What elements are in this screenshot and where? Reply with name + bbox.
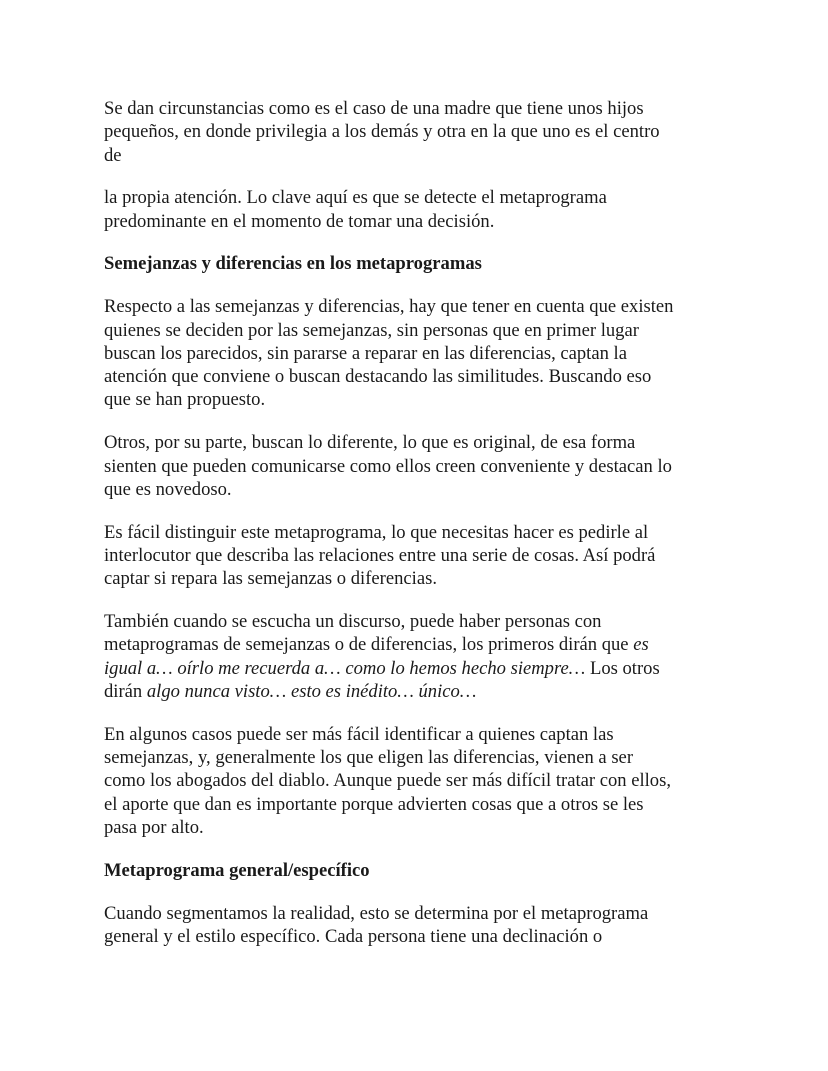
text-line: quienes se deciden por las semejanzas, sin personas que en primer lugar — [104, 319, 639, 341]
text-line: sienten que pueden comunicarse como ellos creen conveniente y destacan lo — [104, 455, 672, 477]
text-line: como los abogados del diablo. Aunque puede ser más difícil tratar con ellos, — [104, 770, 671, 792]
paragraph-propia-atencion — [104, 186, 729, 233]
text-line: interlocutor que describa las relaciones entre una serie de cosas. Así podrá — [104, 544, 656, 566]
text-line: semejanzas, y, generalmente los que eligen las diferencias, vienen a ser — [104, 747, 634, 769]
text-line: predominante en el momento de tomar una decisión. — [104, 210, 495, 232]
text-line: metaprogramas de semejanzas o de diferencias, los primeros dirán que — [104, 634, 634, 656]
paragraph-madre-hijos — [104, 97, 729, 167]
text-line: buscan los parecidos, sin pararse a reparar en las diferencias, captan la — [104, 342, 627, 364]
text-line: Cuando segmentamos la realidad, esto se determina por el metaprograma — [104, 902, 649, 924]
section-heading-general-especifico: Metaprograma general/específico — [104, 859, 370, 881]
text-line: Los otros — [585, 657, 660, 679]
text-line: En algunos casos puede ser más fácil identificar a quienes captan las — [104, 723, 614, 745]
text-line: que se han propuesto. — [104, 389, 266, 411]
paragraph-semejanzas — [104, 295, 729, 411]
document-page — [104, 97, 729, 968]
italic-quote: algo nunca visto… esto es inédito… único… — [146, 680, 477, 702]
text-line: pasa por alto. — [104, 816, 204, 838]
italic-quote: es — [633, 634, 649, 656]
text-line: de — [104, 144, 122, 166]
text-line: Otros, por su parte, buscan lo diferente, lo que es original, de esa forma — [104, 432, 636, 454]
text-line: pequeños, en donde privilegia a los demás y otra en la que uno es el centro — [104, 121, 660, 143]
paragraph-segmentamos — [104, 902, 729, 949]
text-line: la propia atención. Lo clave aquí es que se detecte el metaprograma — [104, 187, 607, 209]
paragraph-distinguir — [104, 521, 729, 591]
section-heading-semejanzas: Semejanzas y diferencias en los metaprogramas — [104, 253, 482, 275]
paragraph-diferente — [104, 431, 729, 501]
text-line: el aporte que dan es importante porque advierten cosas que a otros se les — [104, 793, 644, 815]
text-line: captar si repara las semejanzas o diferencias. — [104, 568, 437, 590]
paragraph-abogados-diablo — [104, 723, 729, 839]
text-line: general y el estilo específico. Cada persona tiene una declinación o — [104, 925, 603, 947]
text-line: dirán — [104, 680, 147, 702]
text-line: Se dan circunstancias como es el caso de una madre que tiene unos hijos — [104, 98, 644, 119]
text-line: atención que conviene o buscan destacando las similitudes. Buscando eso — [104, 366, 652, 388]
text-line: Es fácil distinguir este metaprograma, lo que necesitas hacer es pedirle al — [104, 521, 649, 543]
text-line: que es novedoso. — [104, 478, 232, 500]
italic-quote: igual a… oírlo me recuerda a… como lo hemos hecho siempre… — [104, 657, 586, 679]
paragraph-discurso — [104, 610, 729, 703]
text-line: Respecto a las semejanzas y diferencias, hay que tener en cuenta que existen — [104, 296, 674, 318]
text-line: También cuando se escucha un discurso, puede haber personas con — [104, 611, 602, 633]
